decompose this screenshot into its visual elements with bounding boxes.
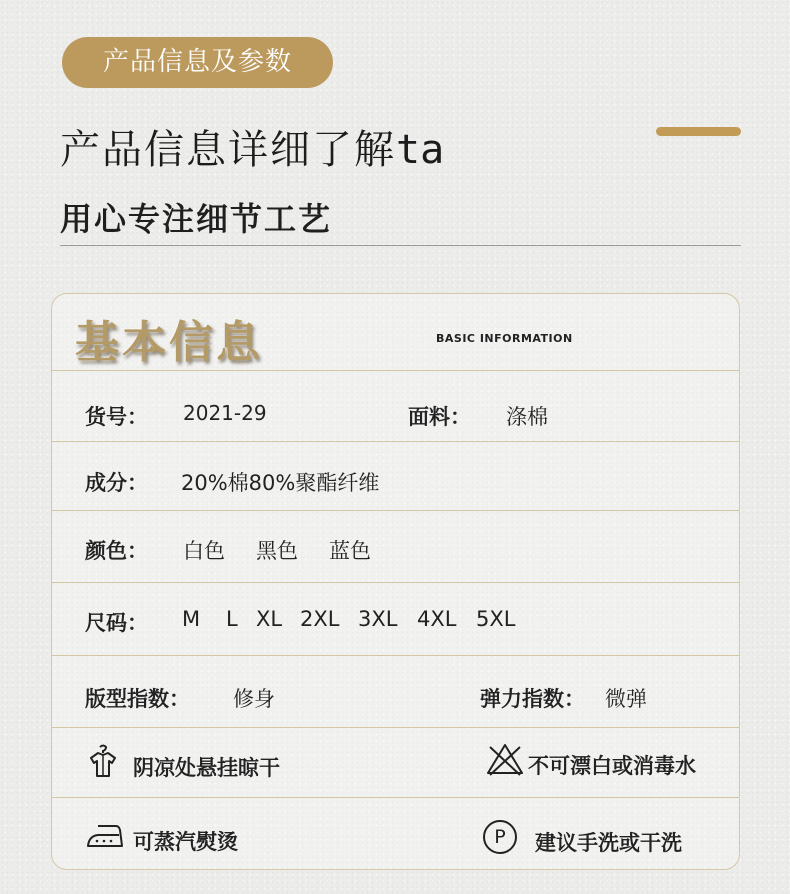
header-divider — [60, 245, 741, 246]
dry-clean-text: 建议手洗或干洗 — [535, 831, 682, 855]
fabric-label: 面料： — [408, 405, 471, 429]
page-title — [60, 118, 444, 175]
size-option: XL — [256, 607, 283, 631]
composition-value: 20%棉80%聚酯纤维 — [181, 471, 380, 495]
size-option: 2XL — [300, 607, 340, 631]
row-divider — [52, 582, 739, 583]
iron-icon — [86, 824, 124, 850]
card-title: 基本信息 — [75, 317, 263, 368]
size-option: 5XL — [476, 607, 516, 631]
row-divider — [52, 797, 739, 798]
card-subtitle: BASIC INFORMATION — [436, 332, 573, 345]
size-label: 尺码： — [85, 611, 148, 635]
size-option: 4XL — [417, 607, 457, 631]
fit-label: 版型指数： — [85, 687, 190, 711]
elasticity-label: 弹力指数： — [480, 687, 585, 711]
row-divider — [52, 370, 739, 371]
color-label: 颜色： — [85, 539, 148, 563]
color-option: 蓝色 — [329, 539, 371, 563]
size-option: M — [182, 607, 201, 631]
page-subtitle: 用心专注细节工艺 — [60, 200, 333, 238]
fit-value: 修身 — [233, 687, 275, 711]
page-title-cjk: 产品信息详细了解 — [60, 127, 396, 173]
dry-clean-icon: P — [483, 820, 517, 854]
no-bleach-text: 不可漂白或消毒水 — [528, 754, 696, 778]
page-title-latin: ta — [396, 127, 445, 173]
composition-label: 成分： — [85, 471, 148, 495]
decorative-gold-bar — [656, 127, 741, 136]
no-bleach-icon — [486, 742, 524, 776]
fabric-value: 涤棉 — [506, 405, 548, 429]
size-option: 3XL — [358, 607, 398, 631]
elasticity-value: 微弹 — [605, 687, 647, 711]
row-divider — [52, 655, 739, 656]
row-divider — [52, 510, 739, 511]
hang-dry-text: 阴凉处悬挂晾干 — [133, 756, 280, 780]
item-number-label: 货号： — [85, 405, 148, 429]
section-badge: 产品信息及参数 — [62, 37, 333, 88]
item-number-value: 2021-29 — [183, 401, 267, 425]
row-divider — [52, 441, 739, 442]
steam-iron-text: 可蒸汽熨烫 — [133, 830, 238, 854]
color-option: 黑色 — [256, 539, 298, 563]
color-option: 白色 — [183, 539, 225, 563]
size-option: L — [226, 607, 238, 631]
row-divider — [52, 727, 739, 728]
hang-dry-icon — [86, 744, 120, 778]
